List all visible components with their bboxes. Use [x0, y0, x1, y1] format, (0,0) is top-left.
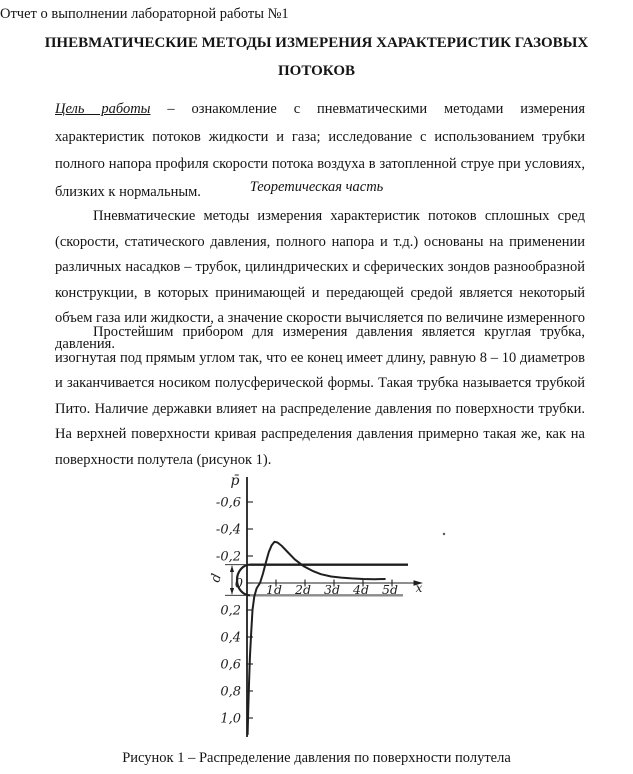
- y-tick-label: 1,0: [220, 711, 241, 727]
- diameter-label: d: [208, 572, 225, 585]
- figure-1: [185, 470, 455, 755]
- theory-paragraph-1: Пневматические методы измерения характеристик потоков сплошных сред (скорости, статического давления, полного напора и т.д.) основаны на применении различных насадков – трубок, цилиндрических и сферических зондов разнообразной конструкции, в которых принимающей и передающей средой является некоторый объем газа или жидкости, а значение скорости вычисляется по величине измеренного давления.: [55, 208, 585, 352]
- scan-artifact-dot: [443, 533, 445, 535]
- y-tick-label-zero: 0: [234, 576, 243, 592]
- dim-arrowhead-up-icon: [230, 566, 234, 572]
- x-tick-label: 3d: [324, 582, 340, 597]
- goal-text: – ознакомление с пневматическими методами измерения характеристик потоков жидкости и газа; исследование с использованием трубки полного напора профиля скорости потока воздуха в затопленной струе при условиях, близких к нормальным.: [55, 101, 585, 200]
- pressure-curve: [248, 542, 385, 734]
- x-tick-label: 1d: [266, 582, 282, 597]
- y-tick-label: 0,4: [220, 630, 241, 646]
- y-tick-label: -0,4: [215, 522, 241, 538]
- x-tick-label: 2d: [295, 582, 311, 597]
- y-tick-label: -0,2: [215, 549, 241, 565]
- y-tick-label: -0,6: [215, 495, 241, 511]
- theory-section-heading: Теоретическая часть: [249, 179, 384, 195]
- x-tick-label: 4d: [353, 582, 369, 597]
- y-tick-label: 0,8: [220, 684, 241, 700]
- dim-arrowhead-down-icon: [230, 588, 234, 594]
- report-header-line: Отчет о выполнении лабораторной работы №1: [0, 6, 289, 22]
- x-axis-label: x: [415, 581, 423, 595]
- y-tick-label: 0,2: [220, 603, 241, 619]
- theory-paragraph-2: Простейшим прибором для измерения давления является круглая трубка, изогнутая под прямым углом так, что ее конец имеет длину, равную 8 – 10 диаметров и заканчивается носиком полусферической формы. Такая трубка называется трубкой Пито. Наличие державки влияет на распределение давления по поверхности трубки. На верхней поверхности кривая распределения давления примерно такая же, как на поверхности полутела (рисунок 1).: [55, 324, 585, 468]
- x-tick-label: 5d: [382, 582, 398, 597]
- page-title: ПНЕВМАТИЧЕСКИЕ МЕТОДЫ ИЗМЕРЕНИЯ ХАРАКТЕРИСТИК ГАЗОВЫХ ПОТОКОВ: [44, 35, 589, 79]
- y-axis-label: p̄: [230, 473, 240, 489]
- y-tick-label: 0,6: [220, 657, 241, 673]
- pressure-distribution-chart: [185, 470, 455, 755]
- figure-caption: Рисунок 1 – Распределение давления по поверхности полутела: [122, 750, 511, 766]
- goal-lead-label: Цель работы: [55, 101, 151, 117]
